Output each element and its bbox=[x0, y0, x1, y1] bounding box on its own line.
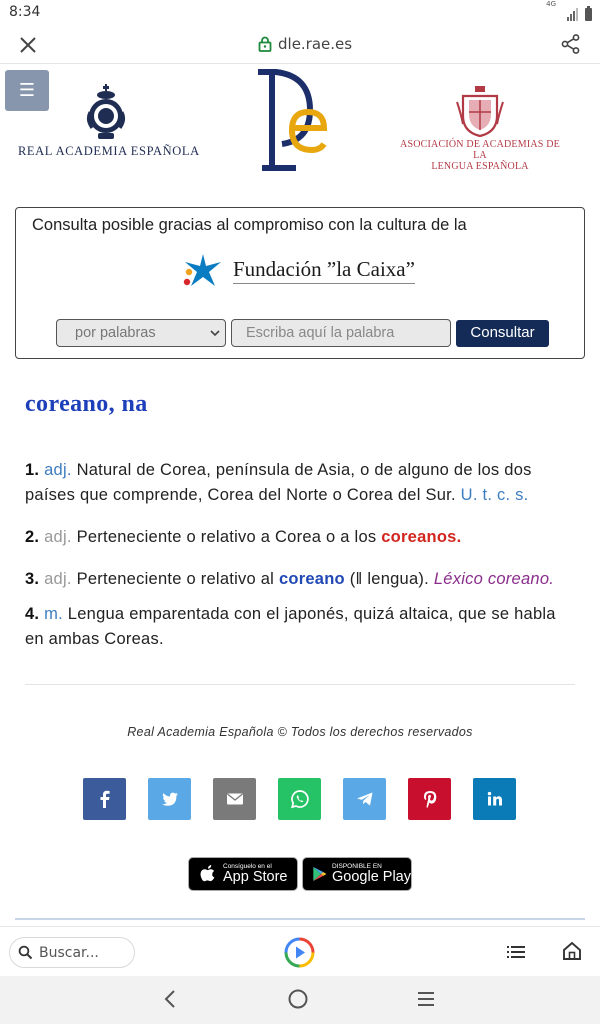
lexico-link[interactable]: Léxico coreano. bbox=[433, 570, 555, 588]
abbreviation-link[interactable]: adj. bbox=[44, 570, 72, 588]
definition-text: Lengua emparentada con el japonés, quizá altaica, que se habla en ambas Coreas. bbox=[25, 605, 556, 648]
acepcion-1 bbox=[25, 458, 575, 508]
acepcion-number: 2. bbox=[25, 528, 40, 546]
assistant-play-icon[interactable] bbox=[284, 937, 315, 968]
asale-logo[interactable] bbox=[394, 84, 566, 172]
share-icon[interactable] bbox=[560, 33, 582, 55]
google-play-badge[interactable] bbox=[302, 857, 412, 891]
telegram-icon bbox=[355, 789, 375, 809]
footer-separator bbox=[15, 918, 585, 920]
twitter-icon bbox=[160, 789, 180, 809]
dle-logo[interactable] bbox=[252, 68, 332, 174]
rae-name: REAL ACADEMIA ESPAÑOLA bbox=[18, 144, 200, 158]
acepcion-number: 1. bbox=[25, 461, 40, 479]
status-icons bbox=[567, 3, 592, 21]
rae-logo[interactable] bbox=[18, 84, 200, 164]
divider bbox=[25, 684, 575, 685]
linkedin-icon bbox=[485, 789, 505, 809]
google-play-big: Google Play bbox=[332, 869, 411, 885]
asale-name-line1: ASOCIACIÓN DE ACADEMIAS DE LA bbox=[400, 139, 560, 161]
email-icon bbox=[225, 789, 245, 809]
whatsapp-button[interactable] bbox=[278, 778, 321, 820]
consultar-button[interactable]: Consultar bbox=[456, 320, 549, 347]
list-icon[interactable] bbox=[506, 943, 526, 961]
facebook-icon bbox=[95, 789, 115, 809]
definition-text: Natural de Corea, península de Asia, o de alguno de los dos países que comprende, Corea del Norte o Corea del Sur. bbox=[25, 461, 532, 504]
lock-icon bbox=[258, 36, 272, 52]
url-text: dle.rae.es bbox=[278, 35, 353, 53]
abbreviation-link[interactable]: adj. bbox=[44, 528, 72, 546]
email-button[interactable] bbox=[213, 778, 256, 820]
acepcion-4 bbox=[25, 602, 575, 652]
recents-icon[interactable] bbox=[415, 989, 437, 1009]
rae-crest-icon bbox=[84, 84, 128, 142]
menu-button[interactable]: ☰ bbox=[5, 70, 49, 111]
search-mode-select[interactable] bbox=[56, 319, 226, 347]
asale-crest-icon bbox=[455, 84, 505, 138]
abbreviation-link[interactable]: m. bbox=[44, 605, 63, 623]
home-circle-icon[interactable] bbox=[287, 988, 309, 1010]
close-icon[interactable] bbox=[16, 34, 40, 56]
browser-bottom-toolbar bbox=[0, 926, 600, 976]
apple-icon bbox=[197, 863, 219, 885]
acepcion-number: 3. bbox=[25, 570, 40, 588]
sponsor-text: Consulta posible gracias al compromiso con la cultura de la bbox=[32, 216, 467, 234]
asale-name-line2: LENGUA ESPAÑOLA bbox=[431, 161, 529, 172]
entry-title: coreano, na bbox=[25, 391, 148, 417]
search-panel bbox=[15, 207, 585, 359]
acepcion-number: 4. bbox=[25, 605, 40, 623]
search-mode-value: por palabras bbox=[75, 325, 156, 341]
whatsapp-icon bbox=[290, 789, 310, 809]
pinterest-icon bbox=[420, 789, 440, 809]
browser-search-field[interactable] bbox=[9, 937, 135, 968]
la-caixa-star-icon bbox=[181, 252, 225, 288]
twitter-button[interactable] bbox=[148, 778, 191, 820]
google-play-label bbox=[332, 863, 411, 885]
status-time: 8:34 bbox=[9, 4, 41, 20]
status-bar bbox=[0, 0, 600, 26]
app-store-label bbox=[223, 863, 288, 885]
browser-top-bar bbox=[0, 26, 600, 64]
app-store-badge[interactable] bbox=[188, 857, 298, 891]
definition-text-after: (‖ lengua). bbox=[349, 570, 429, 588]
definition-text: Perteneciente o relativo a Corea o a los bbox=[76, 528, 377, 546]
network-type: 4G bbox=[546, 0, 556, 8]
usage-note-link[interactable]: U. t. c. s. bbox=[460, 486, 529, 504]
linkedin-button[interactable] bbox=[473, 778, 516, 820]
battery-icon bbox=[585, 8, 592, 21]
sponsor-name: Fundación ”la Caixa” bbox=[233, 257, 415, 284]
abbreviation-link[interactable]: adj. bbox=[44, 461, 72, 479]
facebook-button[interactable] bbox=[83, 778, 126, 820]
home-icon[interactable] bbox=[562, 941, 582, 961]
copyright-text: Real Academia Española © Todos los derechos reservados bbox=[127, 725, 473, 739]
chevron-down-icon bbox=[209, 327, 221, 339]
word-link[interactable]: coreanos. bbox=[381, 528, 462, 546]
app-store-big: App Store bbox=[223, 869, 288, 885]
browser-search-placeholder: Buscar... bbox=[39, 944, 99, 961]
google-play-icon bbox=[311, 863, 328, 885]
search-input[interactable]: Escriba aquí la palabra bbox=[231, 319, 451, 347]
acepcion-3 bbox=[25, 567, 575, 592]
signal-icon bbox=[567, 7, 578, 21]
google-play-small: DISPONIBLE EN bbox=[332, 863, 382, 870]
back-icon[interactable] bbox=[160, 988, 180, 1010]
url-bar[interactable] bbox=[258, 35, 352, 53]
pinterest-button[interactable] bbox=[408, 778, 451, 820]
acepcion-2 bbox=[25, 525, 575, 550]
system-nav-bar bbox=[0, 976, 600, 1024]
social-share-bar bbox=[83, 778, 516, 820]
fundacion-la-caixa-logo[interactable] bbox=[181, 252, 415, 288]
telegram-button[interactable] bbox=[343, 778, 386, 820]
search-icon bbox=[18, 945, 33, 960]
word-link[interactable]: coreano bbox=[278, 570, 345, 588]
asale-name bbox=[394, 139, 566, 172]
definition-text: Perteneciente o relativo al bbox=[76, 570, 275, 588]
app-store-small: Consíguelo en el bbox=[223, 863, 272, 870]
